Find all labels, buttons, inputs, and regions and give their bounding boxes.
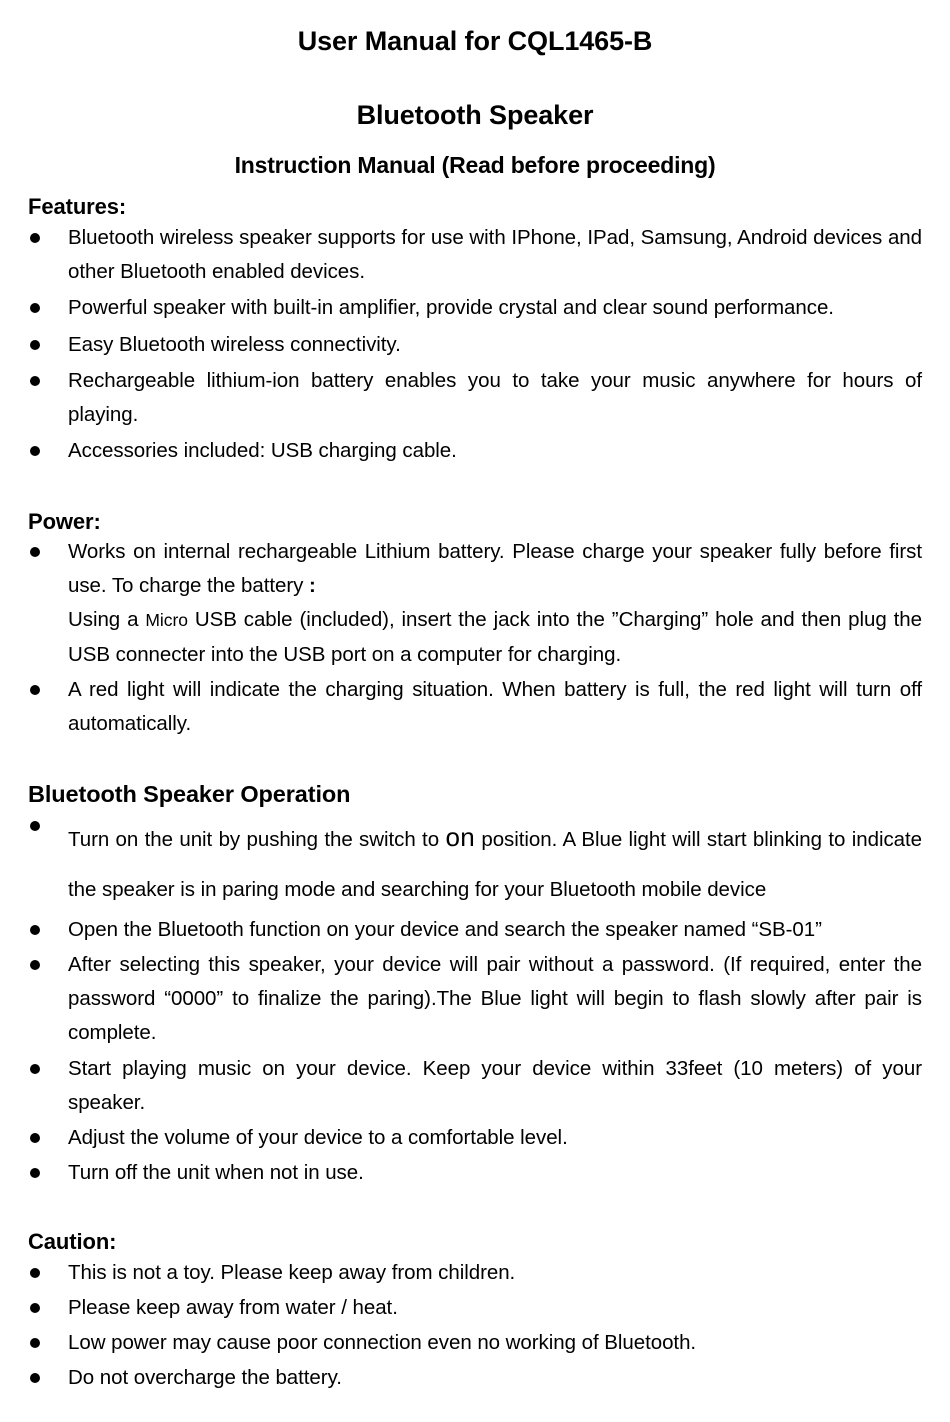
list-item xyxy=(28,1361,922,1395)
operation-item-3: Start playing music on your device. Keep your device within 33feet (10 meters) of your speaker. xyxy=(68,1056,922,1114)
list-item xyxy=(28,434,922,468)
operation-item-0-post: position. A Blue light will start blinking to indicate the speaker is in paring mode and searching for your Bluetooth mobile device xyxy=(68,828,922,901)
list-item xyxy=(28,673,922,741)
features-item-4: Accessories included: USB charging cable. xyxy=(68,439,457,463)
features-heading: Features: xyxy=(28,193,127,219)
caution-heading: Caution: xyxy=(28,1229,117,1255)
operation-item-5: Turn off the unit when not in use. xyxy=(68,1161,364,1185)
power-item-0-subline xyxy=(68,603,922,671)
operation-on-word: on xyxy=(445,822,475,853)
features-item-2: Easy Bluetooth wireless connectivity. xyxy=(68,332,401,356)
caution-item-0: This is not a toy. Please keep away from children. xyxy=(68,1260,516,1284)
list-item xyxy=(28,221,922,289)
features-item-0: Bluetooth wireless speaker supports for use with IPhone, IPad, Samsung, Android devices and other Bluetooth enabled devices. xyxy=(68,225,922,284)
features-list xyxy=(28,221,922,469)
caution-item-1: Please keep away from water / heat. xyxy=(68,1296,398,1320)
operation-item-2: After selecting this speaker, your device will pair without a password. (If required, enter the password “0000” to finalize the paring).The Blue light will begin to flash slowly after pair is complete. xyxy=(68,952,922,1045)
operation-item-1: Open the Bluetooth function on your device and search the speaker named “SB-01” xyxy=(68,917,822,941)
list-item xyxy=(28,328,922,362)
list-item xyxy=(28,913,922,947)
list-item xyxy=(28,1156,922,1190)
features-item-1: Powerful speaker with built-in amplifier, provide crystal and clear sound performance. xyxy=(68,296,834,320)
caution-list xyxy=(28,1256,922,1396)
list-item xyxy=(28,291,922,325)
operation-item-0-pre: Turn on the unit by pushing the switch to xyxy=(68,828,446,852)
list-item xyxy=(28,1256,922,1290)
list-item xyxy=(28,1291,922,1325)
list-item xyxy=(28,1121,922,1155)
power-charging-pre: Using a xyxy=(68,608,146,632)
power-list xyxy=(28,535,922,741)
caution-item-3: Do not overcharge the battery. xyxy=(68,1366,342,1390)
power-micro-word: Micro xyxy=(145,610,188,631)
list-item xyxy=(28,948,922,1051)
list-item xyxy=(28,1326,922,1360)
power-item-0-text: Works on internal rechargeable Lithium battery. Please charge your speaker fully before first use. To charge the battery xyxy=(68,539,922,598)
operation-heading: Bluetooth Speaker Operation xyxy=(28,781,351,808)
list-item xyxy=(28,809,922,911)
list-item xyxy=(28,535,922,672)
document-subtitle: Bluetooth Speaker xyxy=(356,99,594,130)
features-item-3: Rechargeable lithium-ion battery enables you to take your music anywhere for hours of playing. xyxy=(68,368,922,427)
power-item-0-colon: : xyxy=(309,574,316,598)
operation-list xyxy=(28,809,922,1190)
power-charging-post: USB cable (included), insert the jack into the ”Charging” hole and then plug the USB connecter into the USB port on a computer for charging. xyxy=(68,608,922,666)
power-item-1: A red light will indicate the charging situation. When battery is full, the red light will turn off automatically. xyxy=(68,677,922,736)
document-sub-subtitle: Instruction Manual (Read before proceeding) xyxy=(234,152,716,179)
caution-item-2: Low power may cause poor connection even no working of Bluetooth. xyxy=(68,1331,697,1355)
operation-item-4: Adjust the volume of your device to a comfortable level. xyxy=(68,1126,568,1150)
document-title: User Manual for CQL1465-B xyxy=(297,26,653,56)
list-item xyxy=(28,1052,922,1120)
list-item xyxy=(28,364,922,432)
power-heading: Power: xyxy=(28,508,101,534)
